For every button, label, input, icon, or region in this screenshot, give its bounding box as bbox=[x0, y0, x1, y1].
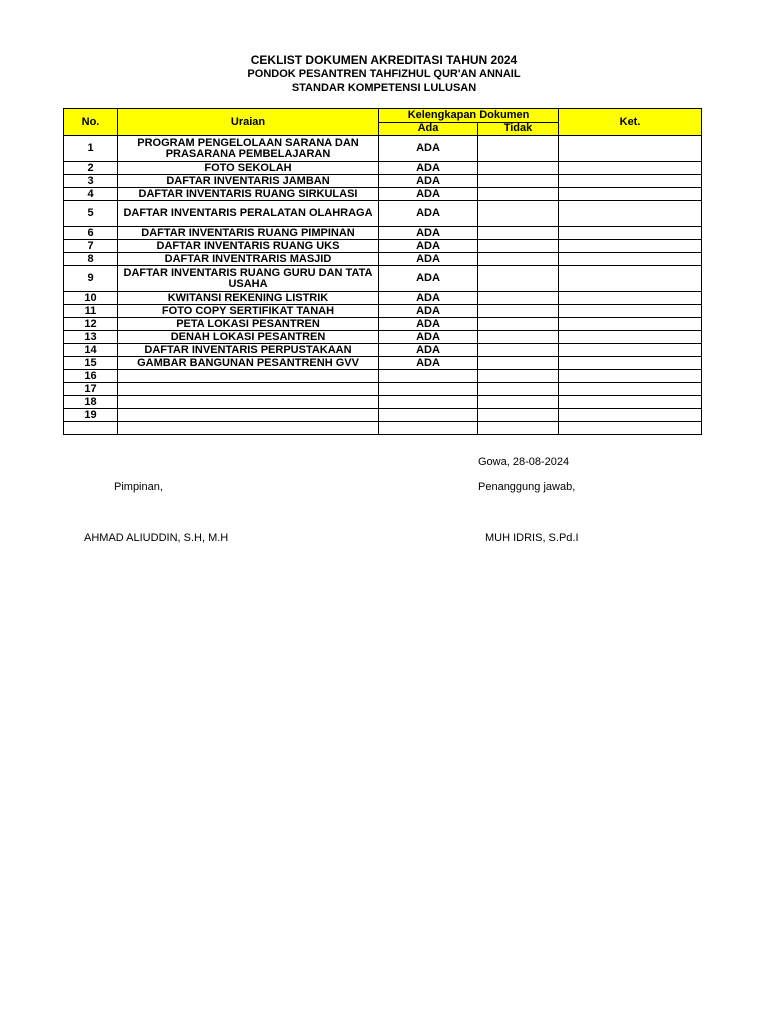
row-number: 8 bbox=[64, 253, 118, 266]
row-uraian: DAFTAR INVENTARIS RUANG PIMPINAN bbox=[118, 227, 379, 240]
row-tidak bbox=[478, 344, 559, 357]
row-number: 14 bbox=[64, 344, 118, 357]
row-number bbox=[64, 422, 118, 435]
row-uraian: PETA LOKASI PESANTREN bbox=[118, 318, 379, 331]
row-ada bbox=[379, 370, 478, 383]
table-row bbox=[64, 370, 702, 383]
row-tidak bbox=[478, 175, 559, 188]
row-ket bbox=[559, 331, 702, 344]
row-uraian bbox=[118, 422, 379, 435]
row-uraian: FOTO SEKOLAH bbox=[118, 162, 379, 175]
table-row bbox=[64, 344, 702, 357]
row-ada: ADA bbox=[379, 357, 478, 370]
right-signatory-role: Penanggung jawab, bbox=[478, 481, 576, 493]
row-tidak bbox=[478, 292, 559, 305]
column-header-ket: Ket. bbox=[559, 109, 702, 136]
row-ket bbox=[559, 201, 702, 227]
place-date: Gowa, 28-08-2024 bbox=[478, 456, 570, 468]
row-ada: ADA bbox=[379, 344, 478, 357]
row-uraian: KWITANSI REKENING LISTRIK bbox=[118, 292, 379, 305]
row-tidak bbox=[478, 240, 559, 253]
row-uraian: DAFTAR INVENTRARIS MASJID bbox=[118, 253, 379, 266]
table-row bbox=[64, 188, 702, 201]
row-uraian: DAFTAR INVENTARIS RUANG GURU DAN TATA USAHA bbox=[118, 266, 379, 292]
row-ada bbox=[379, 383, 478, 396]
column-header-kelengkapan: Kelengkapan Dokumen bbox=[379, 109, 559, 123]
column-header-no: No. bbox=[64, 109, 118, 136]
table-row bbox=[64, 422, 702, 435]
right-signatory-name: MUH IDRIS, S.Pd.I bbox=[485, 532, 579, 544]
left-signatory-role: Pimpinan, bbox=[114, 481, 163, 493]
row-tidak bbox=[478, 422, 559, 435]
table-row bbox=[64, 240, 702, 253]
row-tidak bbox=[478, 305, 559, 318]
row-tidak bbox=[478, 331, 559, 344]
row-uraian: DENAH LOKASI PESANTREN bbox=[118, 331, 379, 344]
column-header-tidak: Tidak bbox=[478, 122, 559, 136]
row-ada: ADA bbox=[379, 240, 478, 253]
row-number: 15 bbox=[64, 357, 118, 370]
row-ada: ADA bbox=[379, 305, 478, 318]
document-title: CEKLIST DOKUMEN AKREDITASI TAHUN 2024 bbox=[250, 53, 518, 67]
row-ket bbox=[559, 227, 702, 240]
row-number: 2 bbox=[64, 162, 118, 175]
row-number: 6 bbox=[64, 227, 118, 240]
row-tidak bbox=[478, 370, 559, 383]
row-number: 5 bbox=[64, 201, 118, 227]
row-number: 3 bbox=[64, 175, 118, 188]
row-ada: ADA bbox=[379, 318, 478, 331]
row-tidak bbox=[478, 266, 559, 292]
row-tidak bbox=[478, 409, 559, 422]
row-uraian: FOTO COPY SERTIFIKAT TANAH bbox=[118, 305, 379, 318]
row-tidak bbox=[478, 201, 559, 227]
row-number: 13 bbox=[64, 331, 118, 344]
row-ket bbox=[559, 422, 702, 435]
table-row bbox=[64, 396, 702, 409]
document-header bbox=[0, 53, 768, 95]
document-section: STANDAR KOMPETENSI LULUSAN bbox=[291, 82, 477, 94]
row-uraian: DAFTAR INVENTARIS RUANG UKS bbox=[118, 240, 379, 253]
row-uraian bbox=[118, 383, 379, 396]
row-ada: ADA bbox=[379, 175, 478, 188]
row-ket bbox=[559, 357, 702, 370]
row-ket bbox=[559, 305, 702, 318]
table-row bbox=[64, 357, 702, 370]
table-body bbox=[64, 136, 702, 435]
table-row bbox=[64, 266, 702, 292]
row-tidak bbox=[478, 383, 559, 396]
table-row bbox=[64, 227, 702, 240]
table-row bbox=[64, 292, 702, 305]
row-uraian: GAMBAR BANGUNAN PESANTRENH GVV bbox=[118, 357, 379, 370]
row-tidak bbox=[478, 253, 559, 266]
row-tidak bbox=[478, 318, 559, 331]
table-row bbox=[64, 305, 702, 318]
row-uraian bbox=[118, 409, 379, 422]
row-tidak bbox=[478, 136, 559, 162]
row-number: 17 bbox=[64, 383, 118, 396]
row-number: 9 bbox=[64, 266, 118, 292]
row-tidak bbox=[478, 188, 559, 201]
row-uraian: DAFTAR INVENTARIS JAMBAN bbox=[118, 175, 379, 188]
row-uraian: DAFTAR INVENTARIS PERPUSTAKAAN bbox=[118, 344, 379, 357]
table-row bbox=[64, 331, 702, 344]
row-ket bbox=[559, 409, 702, 422]
row-number: 11 bbox=[64, 305, 118, 318]
table-row bbox=[64, 175, 702, 188]
row-tidak bbox=[478, 357, 559, 370]
row-uraian: DAFTAR INVENTARIS RUANG SIRKULASI bbox=[118, 188, 379, 201]
left-signatory-name: AHMAD ALIUDDIN, S.H, M.H bbox=[84, 532, 229, 544]
row-ada: ADA bbox=[379, 188, 478, 201]
row-number: 12 bbox=[64, 318, 118, 331]
row-ada bbox=[379, 422, 478, 435]
row-tidak bbox=[478, 227, 559, 240]
checklist-table bbox=[63, 108, 702, 435]
column-header-uraian: Uraian bbox=[118, 109, 379, 136]
row-uraian: PROGRAM PENGELOLAAN SARANA DAN PRASARANA PEMBELAJARAN bbox=[118, 136, 379, 162]
row-ada bbox=[379, 409, 478, 422]
row-ket bbox=[559, 292, 702, 305]
row-ket bbox=[559, 344, 702, 357]
table-row bbox=[64, 409, 702, 422]
row-ket bbox=[559, 370, 702, 383]
row-number: 19 bbox=[64, 409, 118, 422]
row-ket bbox=[559, 162, 702, 175]
row-ada: ADA bbox=[379, 253, 478, 266]
table-row bbox=[64, 162, 702, 175]
row-ket bbox=[559, 253, 702, 266]
row-number: 4 bbox=[64, 188, 118, 201]
row-ada: ADA bbox=[379, 292, 478, 305]
table-row bbox=[64, 383, 702, 396]
row-number: 10 bbox=[64, 292, 118, 305]
row-number: 7 bbox=[64, 240, 118, 253]
row-ada: ADA bbox=[379, 136, 478, 162]
table-row bbox=[64, 136, 702, 162]
row-uraian bbox=[118, 396, 379, 409]
row-ket bbox=[559, 175, 702, 188]
row-ada: ADA bbox=[379, 201, 478, 227]
row-ket bbox=[559, 318, 702, 331]
row-number: 1 bbox=[64, 136, 118, 162]
row-ada: ADA bbox=[379, 331, 478, 344]
row-uraian: DAFTAR INVENTARIS PERALATAN OLAHRAGA bbox=[118, 201, 379, 227]
row-ket bbox=[559, 383, 702, 396]
row-ada: ADA bbox=[379, 227, 478, 240]
row-ket bbox=[559, 266, 702, 292]
row-ket bbox=[559, 136, 702, 162]
row-number: 16 bbox=[64, 370, 118, 383]
table-row bbox=[64, 318, 702, 331]
row-number: 18 bbox=[64, 396, 118, 409]
row-uraian bbox=[118, 370, 379, 383]
table-row bbox=[64, 253, 702, 266]
row-ada bbox=[379, 396, 478, 409]
table-header bbox=[64, 109, 702, 136]
row-ada: ADA bbox=[379, 266, 478, 292]
document-subtitle: PONDOK PESANTREN TAHFIZHUL QUR'AN ANNAIL bbox=[247, 68, 521, 80]
table-row bbox=[64, 201, 702, 227]
row-ket bbox=[559, 396, 702, 409]
row-ada: ADA bbox=[379, 162, 478, 175]
row-ket bbox=[559, 188, 702, 201]
row-tidak bbox=[478, 396, 559, 409]
row-tidak bbox=[478, 162, 559, 175]
row-ket bbox=[559, 240, 702, 253]
column-header-ada: Ada bbox=[379, 122, 478, 136]
